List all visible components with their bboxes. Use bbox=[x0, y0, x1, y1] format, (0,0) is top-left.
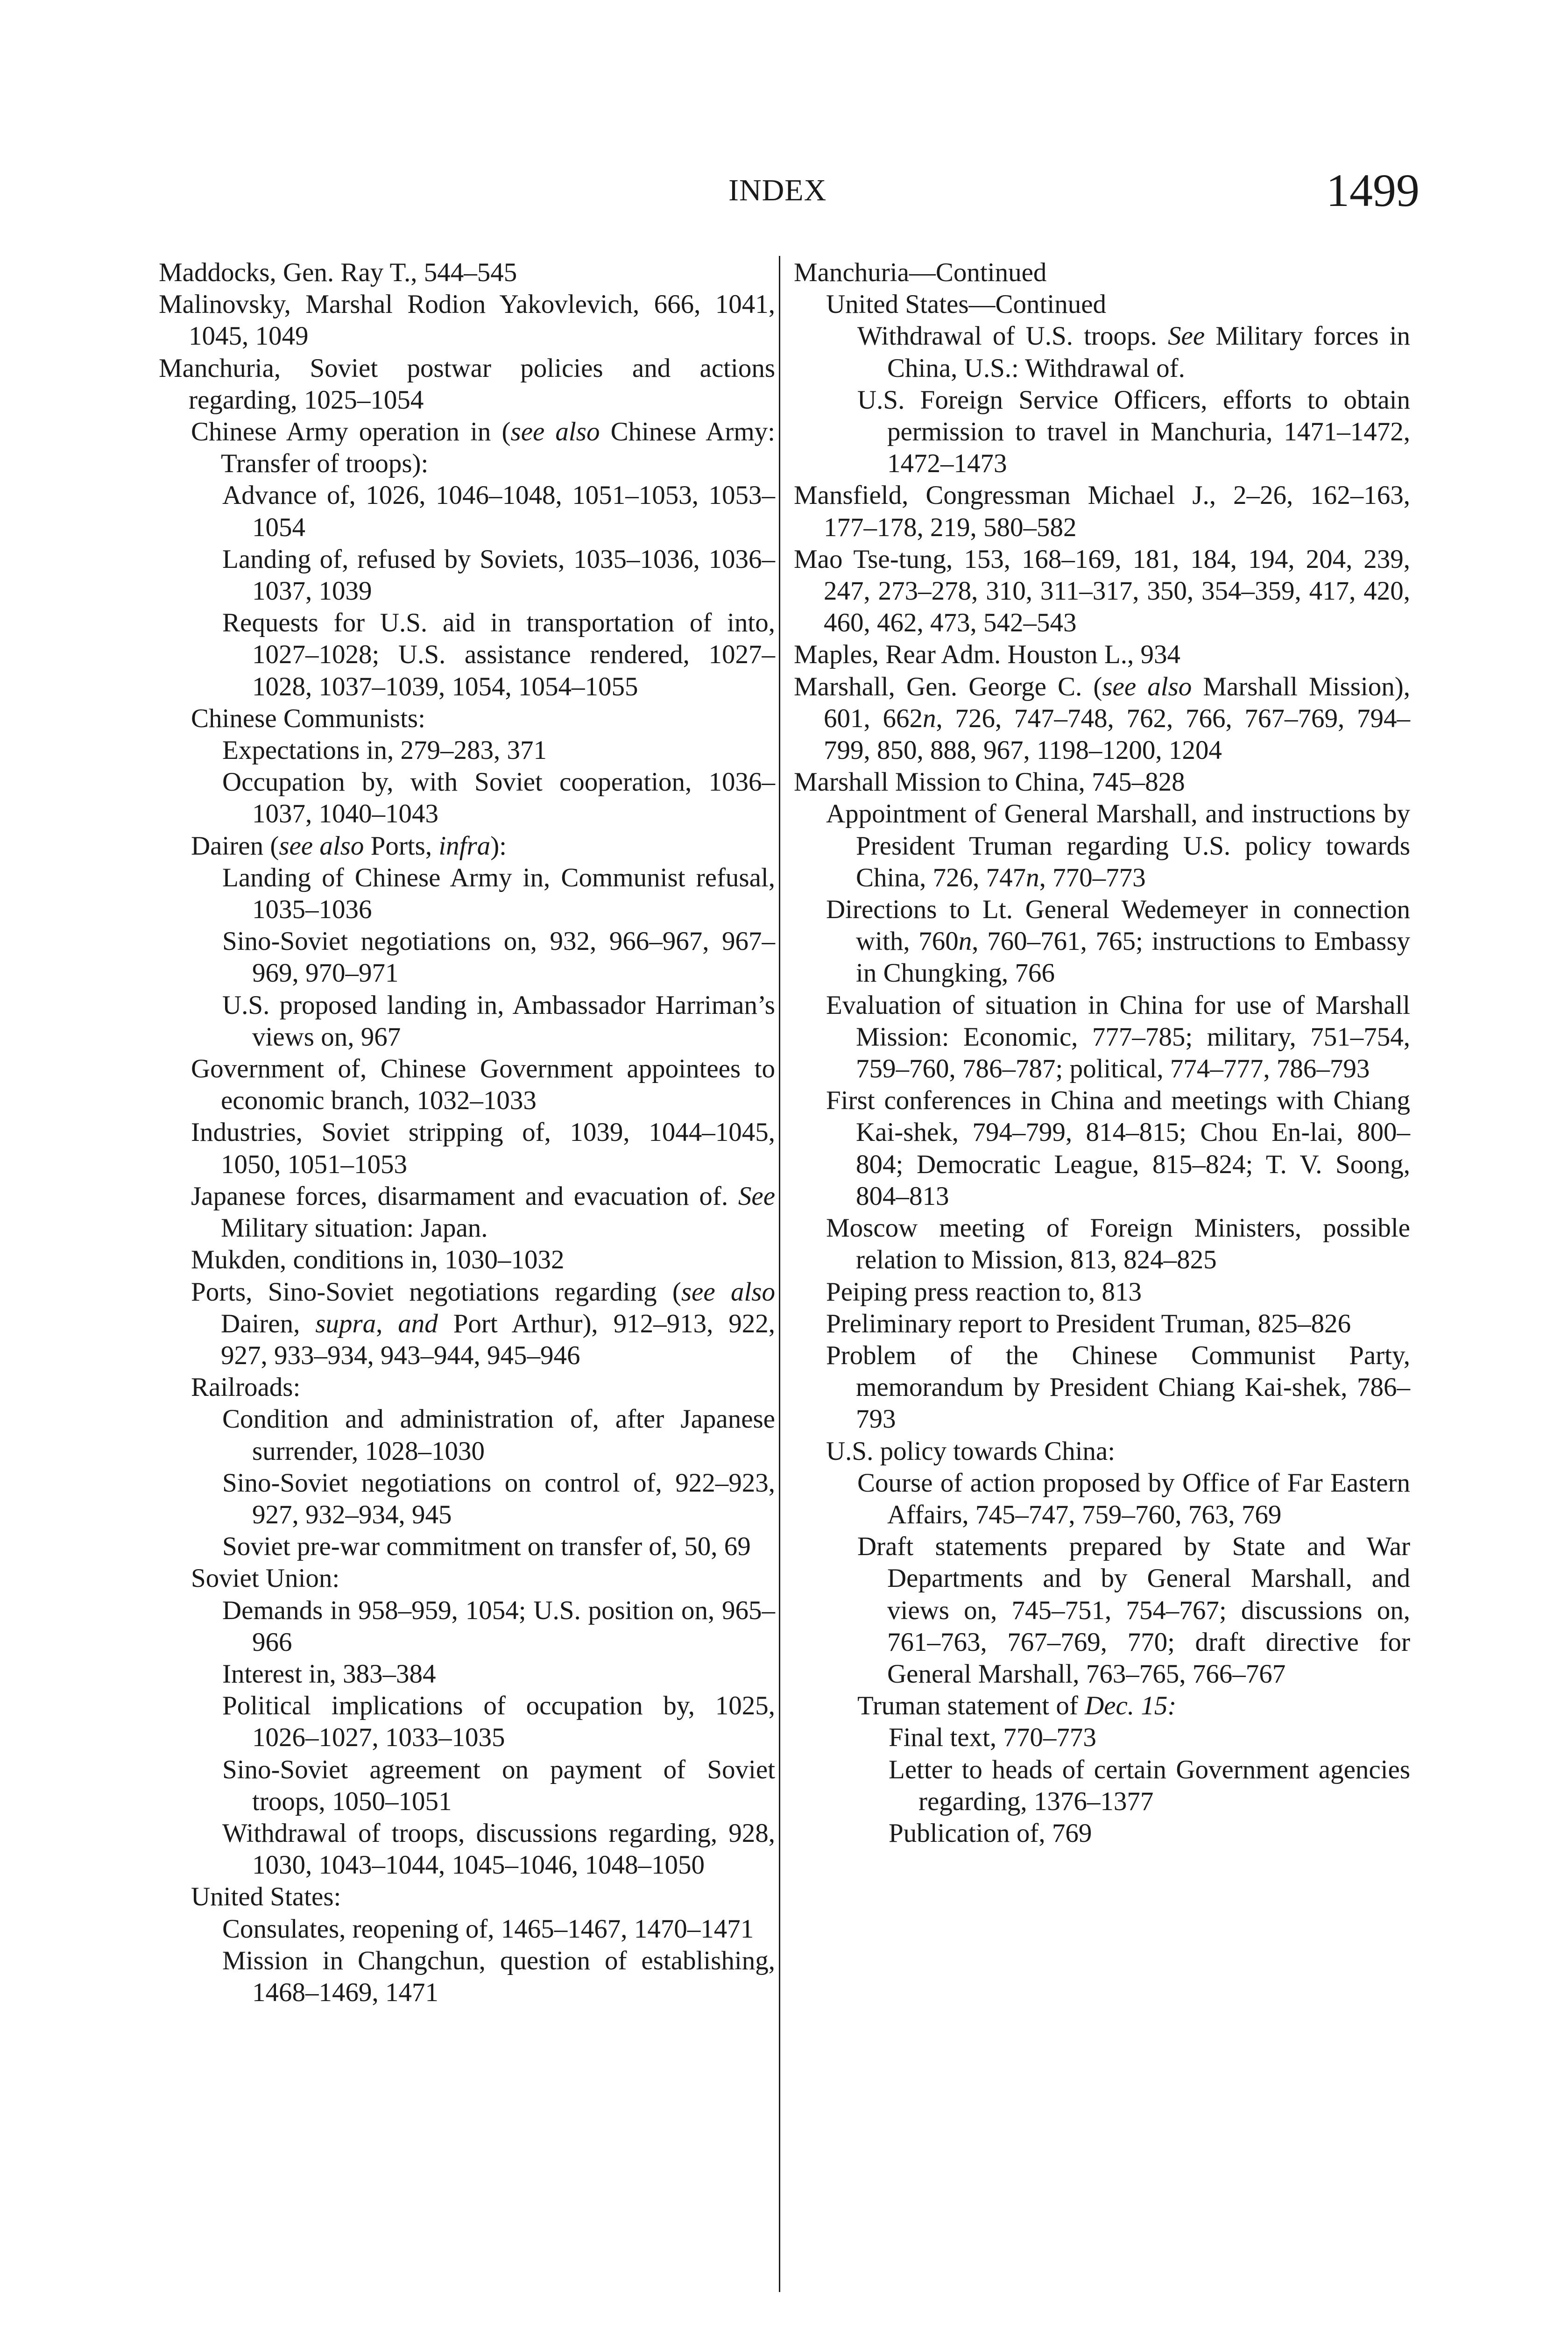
index-entry: Political implications of occupation by, 1025, 1026–1027, 1033–1035 bbox=[222, 1691, 775, 1753]
index-entry: Marshall Mission to China, 745–828 bbox=[794, 767, 1185, 797]
index-entry: Maddocks, Gen. Ray T., 544–545 bbox=[159, 258, 517, 287]
index-column-left bbox=[159, 257, 775, 2009]
index-entry: Withdrawal of U.S. troops. See Military forces in China, U.S.: Withdrawal of. bbox=[857, 321, 1410, 383]
index-entry: Publication of, 769 bbox=[889, 1818, 1092, 1848]
index-entry: Truman statement of Dec. 15: bbox=[857, 1691, 1177, 1721]
index-entry: Soviet pre-war commitment on transfer of, 50, 69 bbox=[222, 1532, 751, 1562]
index-entry: Condition and administration of, after Japanese surrender, 1028–1030 bbox=[222, 1404, 775, 1466]
index-entry: Withdrawal of troops, discussions regarding, 928, 1030, 1043–1044, 1045–1046, 1048–1050 bbox=[222, 1818, 775, 1880]
index-entry: U.S. proposed landing in, Ambassador Harriman’s views on, 967 bbox=[222, 990, 775, 1052]
index-entry: Letter to heads of certain Government agencies regarding, 1376–1377 bbox=[889, 1755, 1410, 1816]
index-entry: Dairen (see also Ports, infra): bbox=[191, 831, 507, 861]
index-entry: Mukden, conditions in, 1030–1032 bbox=[191, 1245, 565, 1275]
index-entry: Soviet Union: bbox=[191, 1564, 340, 1593]
index-entry: Interest in, 383–384 bbox=[222, 1659, 436, 1689]
index-entry: Directions to Lt. General Wedemeyer in connection with, 760n, 760–761, 765; instructions to Embassy in Chungking, 766 bbox=[826, 895, 1410, 988]
index-entry: Sino-Soviet agreement on payment of Soviet troops, 1050–1051 bbox=[222, 1755, 775, 1816]
running-header: INDEX bbox=[728, 173, 827, 207]
index-entry: Industries, Soviet stripping of, 1039, 1044–1045, 1050, 1051–1053 bbox=[191, 1118, 775, 1179]
index-entry: Mao Tse-tung, 153, 168–169, 181, 184, 194, 204, 239, 247, 273–278, 310, 311–317, 350, 354–359, 417, 420, 460, 462, 473, 542–543 bbox=[794, 544, 1410, 638]
index-entry: First conferences in China and meetings with Chiang Kai-shek, 794–799, 814–815; Chou En-lai, 800–804; Democratic League, 815–824; T. V. Soong, 804–813 bbox=[826, 1086, 1410, 1211]
index-entry: Marshall, Gen. George C. (see also Marshall Mission), 601, 662n, 726, 747–748, 762, 766, 767–769, 794–799, 850, 888, 967, 1198–1200, 1204 bbox=[794, 672, 1410, 765]
index-entry: Chinese Communists: bbox=[191, 703, 425, 733]
index-entry: Manchuria—Continued bbox=[794, 258, 1047, 287]
index-entry: Railroads: bbox=[191, 1373, 301, 1402]
index-entry: Manchuria, Soviet postwar policies and actions regarding, 1025–1054 bbox=[159, 353, 775, 415]
index-entry: Landing of Chinese Army in, Communist refusal, 1035–1036 bbox=[222, 863, 775, 925]
index-entry: Mission in Changchun, question of establishing, 1468–1469, 1471 bbox=[222, 1946, 775, 2007]
index-entry: Sino-Soviet negotiations on control of, 922–923, 927, 932–934, 945 bbox=[222, 1468, 775, 1529]
index-entry: Course of action proposed by Office of Far Eastern Affairs, 745–747, 759–760, 763, 769 bbox=[857, 1468, 1410, 1529]
index-entry: U.S. Foreign Service Officers, efforts to obtain permission to travel in Manchuria, 1471–1472, 1472–1473 bbox=[857, 385, 1410, 479]
index-entry: Sino-Soviet negotiations on, 932, 966–967, 967–969, 970–971 bbox=[222, 927, 775, 988]
index-entry: Mansfield, Congressman Michael J., 2–26, 162–163, 177–178, 219, 580–582 bbox=[794, 481, 1410, 542]
index-entry: United States—Continued bbox=[826, 290, 1107, 319]
index-entry: Landing of, refused by Soviets, 1035–1036, 1036–1037, 1039 bbox=[222, 544, 775, 606]
index-entry: Government of, Chinese Government appointees to economic branch, 1032–1033 bbox=[191, 1054, 775, 1116]
page-number: 1499 bbox=[1326, 164, 1420, 216]
index-entry: U.S. policy towards China: bbox=[826, 1436, 1116, 1466]
index-entry: Japanese forces, disarmament and evacuation of. See Military situation: Japan. bbox=[191, 1181, 775, 1243]
index-entry: United States: bbox=[191, 1882, 341, 1912]
index-column-right bbox=[794, 257, 1410, 1849]
index-entry: Demands in 958–959, 1054; U.S. position on, 965–966 bbox=[222, 1595, 775, 1657]
index-entry: Moscow meeting of Foreign Ministers, possible relation to Mission, 813, 824–825 bbox=[826, 1213, 1410, 1275]
index-entry: Consulates, reopening of, 1465–1467, 1470–1471 bbox=[222, 1914, 754, 1944]
index-entry: Occupation by, with Soviet cooperation, 1036–1037, 1040–1043 bbox=[222, 767, 775, 829]
column-divider bbox=[779, 256, 780, 2292]
index-entry: Requests for U.S. aid in transportation of into, 1027–1028; U.S. assistance rendered, 1027–1028, 1037–1039, 1054, 1054–1055 bbox=[222, 608, 775, 701]
index-entry: Ports, Sino-Soviet negotiations regarding (see also Dairen, supra, and Port Arthur), 912–913, 922, 927, 933–934, 943–944, 945–946 bbox=[191, 1277, 776, 1370]
index-entry: Expectations in, 279–283, 371 bbox=[222, 736, 547, 765]
index-entry: Preliminary report to President Truman, 825–826 bbox=[826, 1309, 1351, 1338]
index-entry: Maples, Rear Adm. Houston L., 934 bbox=[794, 640, 1181, 670]
index-entry: Appointment of General Marshall, and instructions by President Truman regarding U.S. policy towards China, 726, 747n, 770–773 bbox=[826, 799, 1410, 892]
index-entry: Chinese Army operation in (see also Chinese Army: Transfer of troops): bbox=[191, 417, 775, 479]
index-entry: Problem of the Chinese Communist Party, memorandum by President Chiang Kai-shek, 786–793 bbox=[826, 1340, 1410, 1434]
index-entry: Advance of, 1026, 1046–1048, 1051–1053, 1053–1054 bbox=[222, 481, 775, 542]
index-entry: Final text, 770–773 bbox=[889, 1723, 1096, 1753]
index-entry: Evaluation of situation in China for use of Marshall Mission: Economic, 777–785; military, 751–754, 759–760, 786–787; political, 774–777, 786–793 bbox=[826, 990, 1410, 1084]
index-entry: Peiping press reaction to, 813 bbox=[826, 1277, 1142, 1307]
index-entry: Draft statements prepared by State and War Departments and by General Marshall, and views on, 745–751, 754–767; discussions on, 761–763, 767–769, 770; draft directive for General Marshall, 763–765, 766–767 bbox=[857, 1532, 1410, 1689]
index-entry: Malinovsky, Marshal Rodion Yakovlevich, 666, 1041, 1045, 1049 bbox=[159, 290, 775, 351]
